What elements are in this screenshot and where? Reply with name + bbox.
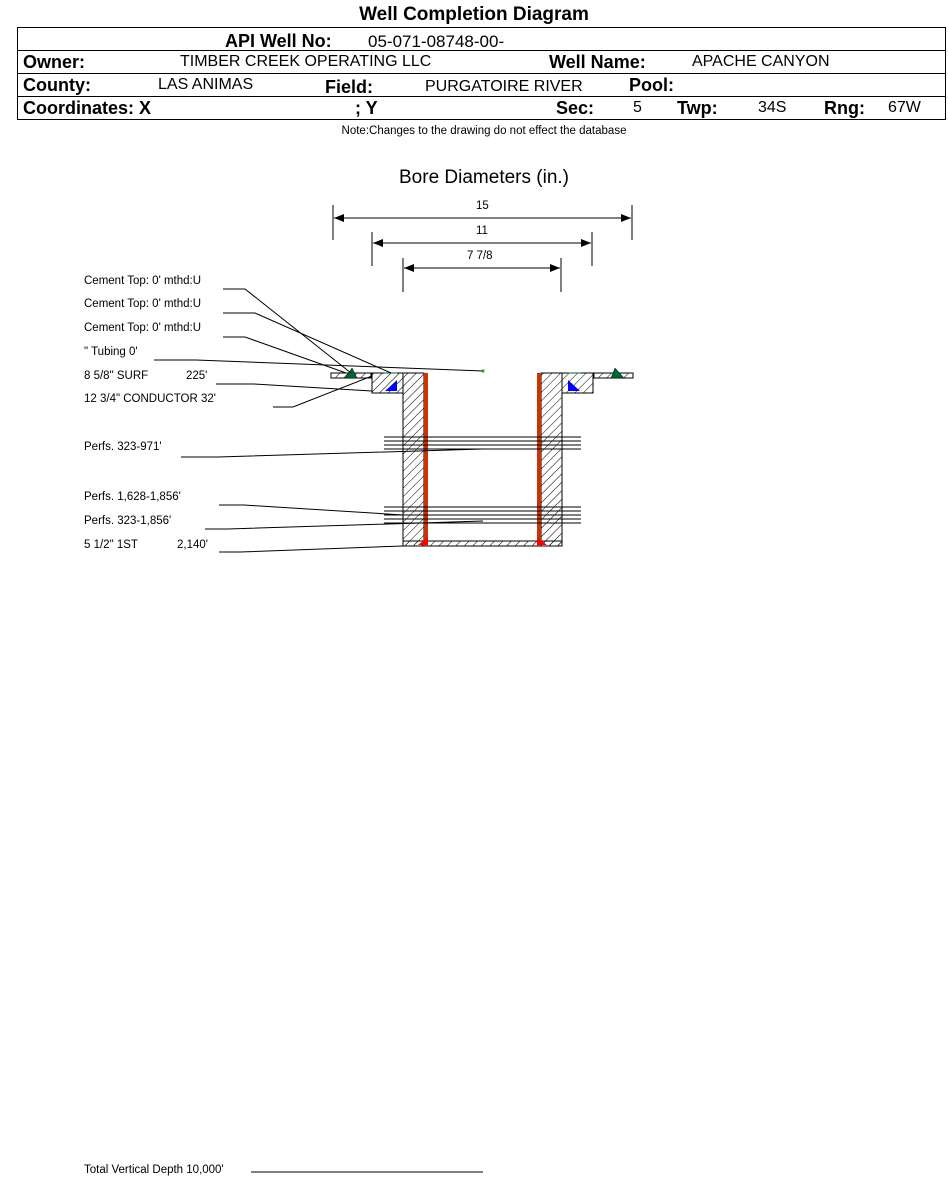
- production-casing-label: 5 1/2" 1ST: [84, 539, 138, 551]
- annotation-leaders: [154, 289, 483, 1172]
- production-casing: [424, 373, 541, 546]
- bore-diameter-11: 11: [476, 225, 488, 237]
- surface-casing-depth: 225': [186, 370, 208, 382]
- rng-value: 67W: [888, 99, 921, 116]
- twp-label: Twp:: [677, 98, 718, 118]
- twp-value: 34S: [758, 99, 787, 116]
- production-casing-depth: 2,140': [177, 539, 208, 551]
- cement-top-label-1: Cement Top: 0' mthd:U: [84, 275, 202, 287]
- cement-top-label-3: Cement Top: 0' mthd:U: [84, 322, 202, 334]
- pool-label: Pool:: [629, 75, 674, 95]
- conductor-label: 12 3/4" CONDUCTOR 32': [84, 393, 216, 405]
- api-value: 05-071-08748-00-: [368, 32, 505, 51]
- owner-label: Owner:: [23, 52, 86, 72]
- cement-top-label-2: Cement Top: 0' mthd:U: [84, 298, 202, 310]
- field-label: Field:: [325, 77, 373, 97]
- rng-label: Rng:: [824, 98, 865, 118]
- owner-value: TIMBER CREEK OPERATING LLC: [180, 53, 432, 70]
- bore-diameters-title: Bore Diameters (in.): [399, 167, 569, 188]
- perfs-label-3: Perfs. 323-1,856': [84, 515, 172, 527]
- bore-dimension-7-7-8: [403, 258, 561, 292]
- bore-dimension-11: [372, 232, 592, 266]
- well-name-label: Well Name:: [549, 52, 646, 72]
- bore-diameter-15: 15: [476, 200, 489, 212]
- bore-diameter-7-7-8: 7 7/8: [467, 250, 493, 262]
- county-value: LAS ANIMAS: [158, 76, 254, 93]
- county-label: County:: [23, 75, 91, 95]
- coordinates-label: Coordinates: X: [23, 98, 152, 118]
- diagram-title: Well Completion Diagram: [359, 4, 589, 25]
- sec-label: Sec:: [556, 98, 595, 118]
- bore-dimension-15: [333, 205, 632, 240]
- database-note: Note:Changes to the drawing do not effect the database: [341, 125, 627, 137]
- well-name-value: APACHE CANYON: [692, 53, 830, 70]
- total-depth-label: Total Vertical Depth 10,000': [84, 1164, 224, 1176]
- field-value: PURGATOIRE RIVER: [425, 78, 583, 95]
- tubing-label: " Tubing 0': [84, 346, 138, 358]
- sec-value: 5: [633, 99, 642, 116]
- api-label: API Well No:: [225, 31, 332, 51]
- perfs-label-1: Perfs. 323-971': [84, 441, 162, 453]
- perfs-label-2: Perfs. 1,628-1,856': [84, 491, 181, 503]
- surface-casing-label: 8 5/8" SURF: [84, 370, 149, 382]
- y-coordinate-label: ; Y: [355, 98, 378, 118]
